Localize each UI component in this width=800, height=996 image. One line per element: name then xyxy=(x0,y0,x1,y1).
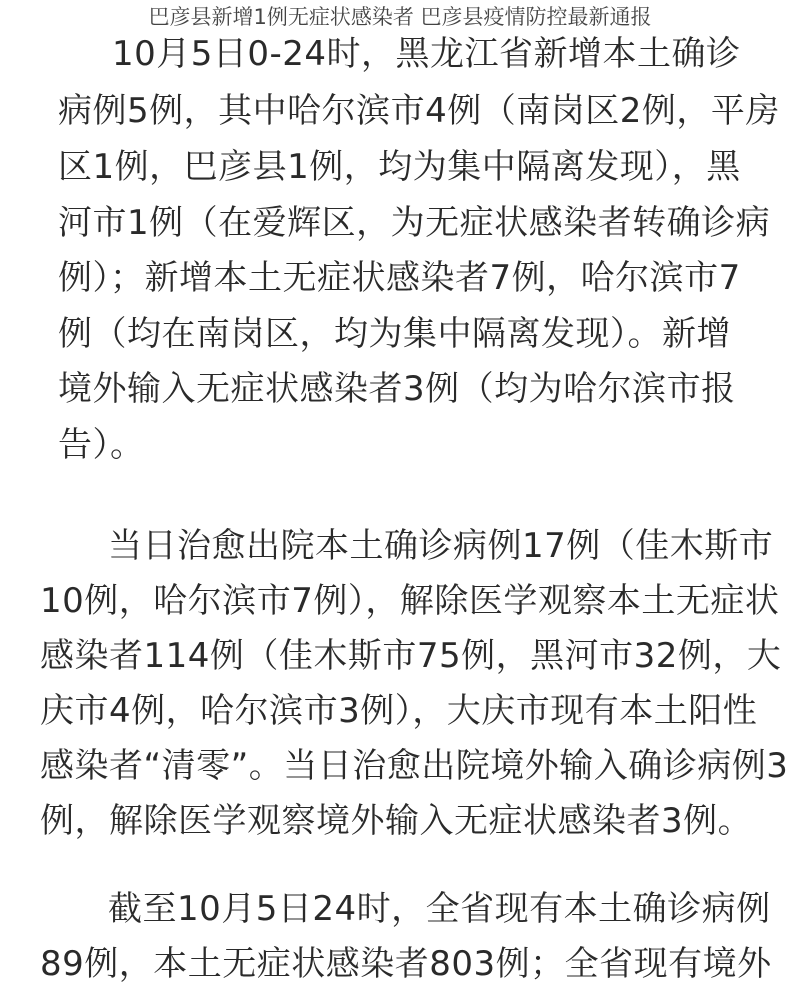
text-line: 截至10月5日24时，全省现有本土确诊病例 xyxy=(108,889,771,929)
text-line: 庆市4例，哈尔滨市3例），大庆市现有本土阳性 xyxy=(40,691,758,731)
text-line: 告）。 xyxy=(58,425,145,465)
text-line: 10月5日0-24时，黑龙江省新增本土确诊 xyxy=(112,34,741,74)
text-line: 例）；新增本土无症状感染者7例，哈尔滨市7 xyxy=(58,258,741,298)
text-line: 河市1例（在爱辉区，为无症状感染者转确诊病 xyxy=(58,203,771,243)
text-line: 89例，本土无症状感染者803例；全省现有境外 xyxy=(40,944,772,984)
text-line: 病例5例，其中哈尔滨市4例（南岗区2例，平房 xyxy=(58,91,780,131)
text-line: 当日治愈出院本土确诊病例17例（佳木斯市 xyxy=(108,526,774,566)
text-line: 感染者“清零”。当日治愈出院境外输入确诊病例3 xyxy=(40,746,789,786)
text-line: 例（均在南岗区，均为集中隔离发现）。新增 xyxy=(58,314,731,354)
text-line: 区1例，巴彦县1例，均为集中隔离发现），黑 xyxy=(58,147,741,187)
text-line: 感染者114例（佳木斯市75例，黑河市32例，大 xyxy=(40,636,782,676)
text-line: 境外输入无症状感染者3例（均为哈尔滨市报 xyxy=(58,369,736,409)
page-title: 巴彦县新增1例无症状感染者 巴彦县疫情防控最新通报 xyxy=(148,5,652,29)
text-line: 例，解除医学观察境外输入无症状感染者3例。 xyxy=(40,801,753,841)
text-line: 10例，哈尔滨市7例），解除医学观察本土无症状 xyxy=(40,581,780,621)
